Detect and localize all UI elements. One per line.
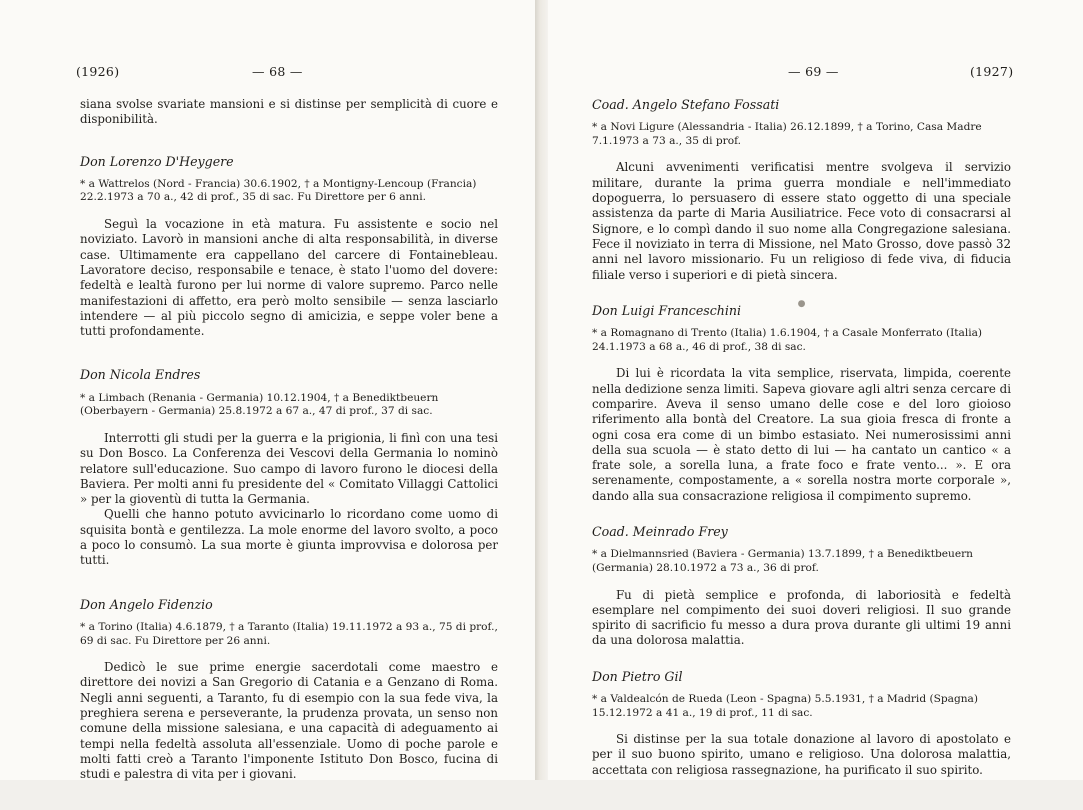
right-page [548, 0, 1083, 780]
right-year: (1927) [970, 64, 1014, 79]
entry-vital-record: * a Limbach (Renania - Germania) 10.12.1904, † a Benediktbeuern (Oberbayern - Germania) 25.8.1972 a 67 a., 47 di prof., 37 di sac. [80, 391, 439, 418]
entry-vital-record: * a Novi Ligure (Alessandria - Italia) 26.12.1899, † a Torino, Casa Madre 7.1.1973 a 73 a., 35 di prof. [592, 121, 982, 147]
entry-paragraph: Si distinse per la sua totale donazione al lavoro di apostolato e per il suo buono spirito, umano e religioso. Una dolorosa malattia, accettata con religiosa rassegnazione, ha purificato il suo spirito. [592, 732, 1011, 777]
right-page-number: — 69 — [788, 64, 839, 79]
entry-vital-record: * a Valdealcón de Rueda (Leon - Spagna) 5.5.1931, † a Madrid (Spagna) 15.12.1972 a 41 a., 19 di prof., 11 di sac. [592, 692, 979, 719]
obituary-entry [80, 367, 498, 568]
entry-paragraph: Interrotti gli studi per la guerra e la prigionia, li finì con una tesi su Don Bosco. La Conferenza dei Vescovi della Germania lo nominò relatore sull'educazione. Suo campo di lavoro furono le diocesi della Baviera. Per molti anni fu presidente del « Comitato Villaggi Cattolici » per la gioventù di tutta la Germania. [80, 430, 498, 507]
left-page-number: — 68 — [252, 64, 303, 79]
left-year: (1926) [76, 64, 120, 79]
entry-name: Don Nicola Endres [80, 367, 201, 383]
entry-vital-record: * a Wattrelos (Nord - Francia) 30.6.1902, † a Montigny-Lencoup (Francia) 22.2.1973 a 70 a., 42 di prof., 35 di sac. Fu Direttore per 6 anni. [80, 177, 477, 204]
right-page-body [592, 97, 1011, 798]
entry-name: Don Luigi Franceschini [592, 302, 742, 318]
entry-name: Don Lorenzo D'Heygere [80, 153, 234, 169]
obituary-entry [592, 669, 1011, 778]
obituary-entry [592, 524, 1011, 649]
entry-vital-record: * a Dielmannsried (Baviera - Germania) 13.7.1899, † a Benediktbeuern (Germania) 28.10.1972 a 73 a., 36 di prof. [592, 548, 973, 574]
entry-name: Coad. Angelo Stefano Fossati [592, 97, 780, 112]
obituary-entry [592, 303, 1011, 504]
entry-paragraph: Fu di pietà semplice e profonda, di laboriosità e fedeltà esemplare nel compimento dei suoi doveri religiosi. Il suo grande spirito di sacrificio fu messo a dura prova durante gli ultimi 19 anni da una dolorosa malattia. [592, 587, 1011, 648]
left-page [0, 0, 535, 780]
entry-paragraph: Di lui è ricordata la vita semplice, riservata, limpida, coerente nella dedizione senza limiti. Sapeva giovare agli altri senza cercare di comparire. Aveva il senso umano delle cose e del loro gioioso riferimento alla bontà del Creatore. La sua gioia fresca di fronte a ogni cosa era come di un bimbo estasiato. Nei numerosissimi anni della sua scuola — è stato detto di lui — ha cantato un cantico « a frate sole, a sorella luna, a frate foco e frate vento... ». E ora serenamente, compostamente, a « sorella nostra morte corporale », dando alla sua consacrazione religiosa il compimento supremo. [592, 366, 1011, 503]
entry-paragraph: Alcuni avvenimenti verificatisi mentre svolgeva il servizio militare, durante la prima guerra mondiale e nell'immediato dopoguerra, lo persuasero di essere stato oggetto di una speciale assistenza da parte di Maria Ausiliatrice. Fece voto di consacrarsi al Signore, e lo compì dando il suo nome alla Congregazione salesiana. Fece il noviziato in terra di Missione, nel Mato Grosso, dove passò 32 anni nel lavoro missionario. Fu un religioso di fede viva, di fiducia filiale verso i superiori e di pietà sincera. [592, 160, 1011, 282]
ink-dot: ● [797, 298, 806, 309]
entry-paragraph: Quelli che hanno potuto avvicinarlo lo ricordano come uomo di squisita bontà e gentilezza. La mole enorme del lavoro svolto, a poco a poco lo consumò. La sua morte è giunta improvvisa e dolorosa per tutti. [80, 507, 498, 568]
continuation-text: siana svolse svariate mansioni e si distinse per semplicità di cuore e disponibilità. [80, 97, 498, 127]
entry-paragraph: Dedicò le sue prime energie sacerdotali come maestro e direttore dei novizi a San Gregorio di Catania e a Genzano di Roma. Negli anni seguenti, a Taranto, fu di esempio con la sua fede viva, la preghiera serena e perseverante, la prudenza provata, un senso non comune della missione salesiana, e una capacità di adeguamento ai tempi nella fedeltà assoluta all'essenziale. Uomo di poche parole e molti fatti creò a Taranto l'imponente Istituto Don Bosco, fucina di studi e palestra di vita per i giovani. [80, 660, 498, 782]
obituary-entry [80, 154, 498, 340]
left-page-body [80, 97, 498, 810]
book-gutter [535, 0, 548, 780]
obituary-entry [592, 97, 1011, 283]
entry-vital-record: * a Torino (Italia) 4.6.1879, † a Taranto (Italia) 19.11.1972 a 93 a., 75 di prof., 69 di sac. Fu Direttore per 26 anni. [80, 620, 498, 647]
entry-name: Coad. Meinrado Frey [592, 524, 728, 540]
entry-paragraph: Seguì la vocazione in età matura. Fu assistente e socio nel noviziato. Lavorò in mansioni anche di alta responsabilità, in diverse case. Ultimamente era cappellano del carcere di Fontainebleau. Lavoratore deciso, responsabile e tenace, è stato l'uomo del dovere: fedeltà e lealtà furono per lui norme di valore supremo. Parco nelle manifestazioni di affetto, era però molto sensibile — senza lasciarlo intendere — al più piccolo segno di amicizia, e seppe voler bene a tutti profondamente. [80, 217, 498, 339]
entry-vital-record: * a Romagnano di Trento (Italia) 1.6.1904, † a Casale Monferrato (Italia) 24.1.1973 a 68 a., 46 di prof., 38 di sac. [592, 327, 983, 353]
entry-name: Don Angelo Fidenzio [80, 596, 213, 612]
entry-name: Don Pietro Gil [592, 668, 683, 684]
obituary-entry [80, 597, 498, 783]
